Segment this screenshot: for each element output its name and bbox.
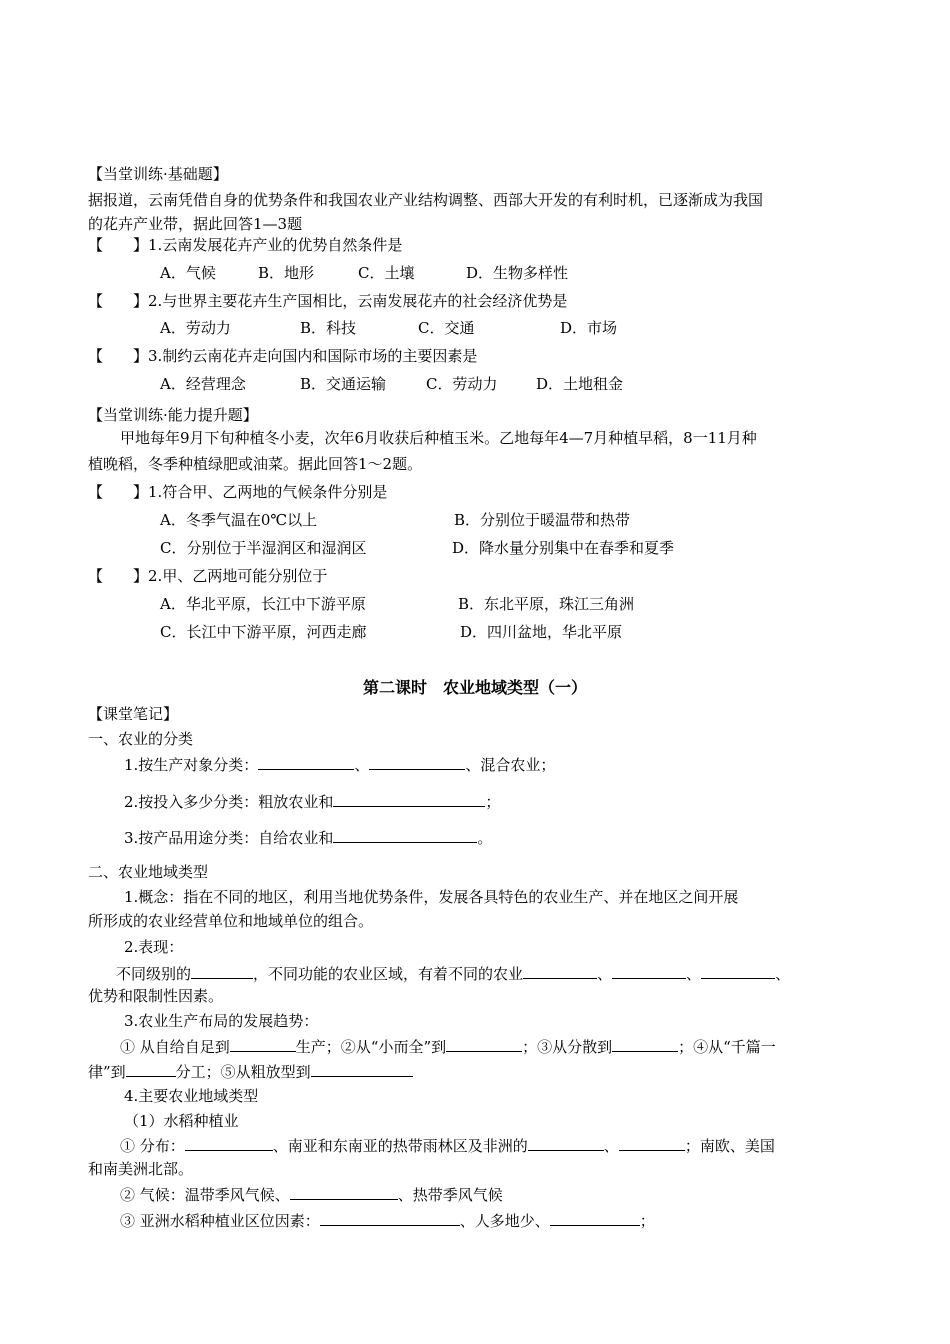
section1-heading: 一、农业的分类 [88, 730, 194, 748]
practice-advanced-intro-line1: 甲地每年9月下旬种植冬小麦，次年6月收获后种植玉米。乙地每年4—7月种植早稻，8一11月种 [120, 429, 757, 447]
fill-blank[interactable] [446, 1036, 522, 1052]
fill-blank[interactable] [126, 1061, 176, 1077]
fill-blank[interactable] [333, 827, 477, 843]
answer-bracket[interactable]: 【 】 [88, 347, 149, 365]
practice-basic-intro-line2: 的花卉产业带，据此回答1—3题 [88, 215, 303, 233]
expression-line2: 优势和限制性因素。 [88, 987, 224, 1005]
rice-distribution-line2: 和南美洲北部。 [88, 1160, 194, 1178]
option-d[interactable]: D．市场 [560, 319, 618, 337]
fill-blank[interactable] [191, 963, 253, 979]
option-a[interactable]: A．气候 [160, 264, 216, 282]
question-stem: 1.云南发展花卉产业的优势自然条件是 [148, 236, 403, 254]
classification-item-1: 1.按生产对象分类： 、 、混合农业； [124, 756, 556, 774]
option-d[interactable]: D．生物多样性 [466, 264, 569, 282]
option-a[interactable]: A．冬季气温在0℃以上 [160, 511, 318, 529]
fill-blank[interactable] [612, 1036, 678, 1052]
practice-basic-intro-line1: 据报道，云南凭借自身的优势条件和我国农业产业结构调整、西部大开发的有利时机，已逐渐成为我国 [88, 191, 764, 209]
option-c[interactable]: C．劳动力 [426, 375, 498, 393]
classification-item-3: 3.按产品用途分类：自给农业和 。 [124, 829, 493, 847]
fill-blank[interactable] [311, 1061, 413, 1077]
rice-climate: ② 气候：温带季风气候、 、热带季风气候 [120, 1186, 503, 1204]
rice-label: （1）水稻种植业 [124, 1112, 239, 1130]
question-stem: 2.与世界主要花卉生产国相比，云南发展花卉的社会经济优势是 [148, 292, 568, 310]
option-d[interactable]: D．降水量分别集中在春季和夏季 [452, 539, 675, 557]
fill-blank[interactable] [333, 791, 485, 807]
fill-blank[interactable] [230, 1036, 296, 1052]
concept-line1: 1.概念：指在不同的地区，利用当地优势条件，发展各具特色的农业生产、并在地区之间开展 [124, 888, 739, 906]
option-c[interactable]: C．分别位于半湿润区和湿润区 [160, 539, 367, 557]
option-c[interactable]: C．土壤 [358, 264, 415, 282]
option-b[interactable]: B．东北平原，珠江三角洲 [458, 595, 635, 613]
question-stem: 3.制约云南花卉走向国内和国际市场的主要因素是 [148, 347, 478, 365]
fill-blank[interactable] [369, 754, 465, 770]
option-b[interactable]: B．科技 [300, 319, 357, 337]
fill-blank[interactable] [619, 1135, 685, 1151]
option-c[interactable]: C．交通 [418, 319, 475, 337]
fill-blank[interactable] [612, 963, 686, 979]
question-row [88, 482, 387, 502]
practice-advanced-intro-line2: 植晚稻，冬季种植绿肥或油菜。据此回答1～2题。 [88, 455, 423, 473]
question-row [88, 346, 477, 366]
option-c[interactable]: C．长江中下游平原，河西走廊 [160, 623, 367, 641]
expression-label: 2.表现： [124, 938, 184, 956]
option-b[interactable]: B．地形 [258, 264, 315, 282]
section2-heading: 二、农业地域类型 [88, 863, 209, 881]
answer-bracket[interactable]: 【 】 [88, 236, 149, 254]
option-d[interactable]: D．土地租金 [536, 375, 624, 393]
answer-bracket[interactable]: 【 】 [88, 483, 149, 501]
classification-item-2: 2.按投入多少分类：粗放农业和 ； [124, 793, 501, 811]
option-a[interactable]: A．劳动力 [160, 319, 231, 337]
lesson-title: 第二课时 农业地域类型（一） [362, 678, 587, 697]
concept-line2: 所形成的农业经营单位和地域单位的组合。 [88, 912, 374, 930]
option-b[interactable]: B．分别位于暖温带和热带 [454, 511, 631, 529]
rice-location-factors: ③ 亚洲水稻种植业区位因素： 、人多地少、 ； [120, 1212, 655, 1230]
question-row [88, 566, 327, 586]
practice-advanced-heading: 【当堂训练·能力提升题】 [88, 406, 258, 424]
trend-label: 3.农业生产布局的发展趋势： [124, 1012, 319, 1030]
trend-line2: 律”到 分工；⑤从粗放型到 [88, 1061, 413, 1082]
option-d[interactable]: D．四川盆地，华北平原 [460, 623, 623, 641]
fill-blank[interactable] [523, 963, 597, 979]
question-stem: 1.符合甲、乙两地的气候条件分别是 [148, 483, 388, 501]
fill-blank[interactable] [550, 1210, 640, 1226]
expression-line1: 不同级别的 ，不同功能的农业区域，有着不同的农业 、 、 、 [116, 965, 791, 983]
fill-blank[interactable] [528, 1135, 604, 1151]
fill-blank[interactable] [320, 1210, 460, 1226]
trend-line1: ① 从自给自足到 生产；②从“小而全”到 ；③从分散到 ；④从“千篇一 [120, 1038, 776, 1056]
fill-blank[interactable] [258, 754, 354, 770]
answer-bracket[interactable]: 【 】 [88, 567, 149, 585]
notes-heading: 【课堂笔记】 [88, 705, 179, 723]
rice-distribution-line1: ① 分布： 、南亚和东南亚的热带雨林区及非洲的 、 ；南欧、美国 [120, 1137, 775, 1155]
practice-basic-heading: 【当堂训练·基础题】 [88, 165, 228, 183]
types-label: 4.主要农业地域类型 [124, 1087, 259, 1105]
fill-blank[interactable] [290, 1184, 398, 1200]
answer-bracket[interactable]: 【 】 [88, 292, 149, 310]
question-row [88, 291, 567, 311]
option-b[interactable]: B．交通运输 [300, 375, 387, 393]
fill-blank[interactable] [701, 963, 775, 979]
question-stem: 2.甲、乙两地可能分别位于 [148, 567, 328, 585]
fill-blank[interactable] [185, 1135, 273, 1151]
option-a[interactable]: A．经营理念 [160, 375, 246, 393]
question-row [88, 235, 402, 255]
option-a[interactable]: A．华北平原，长江中下游平原 [160, 595, 366, 613]
